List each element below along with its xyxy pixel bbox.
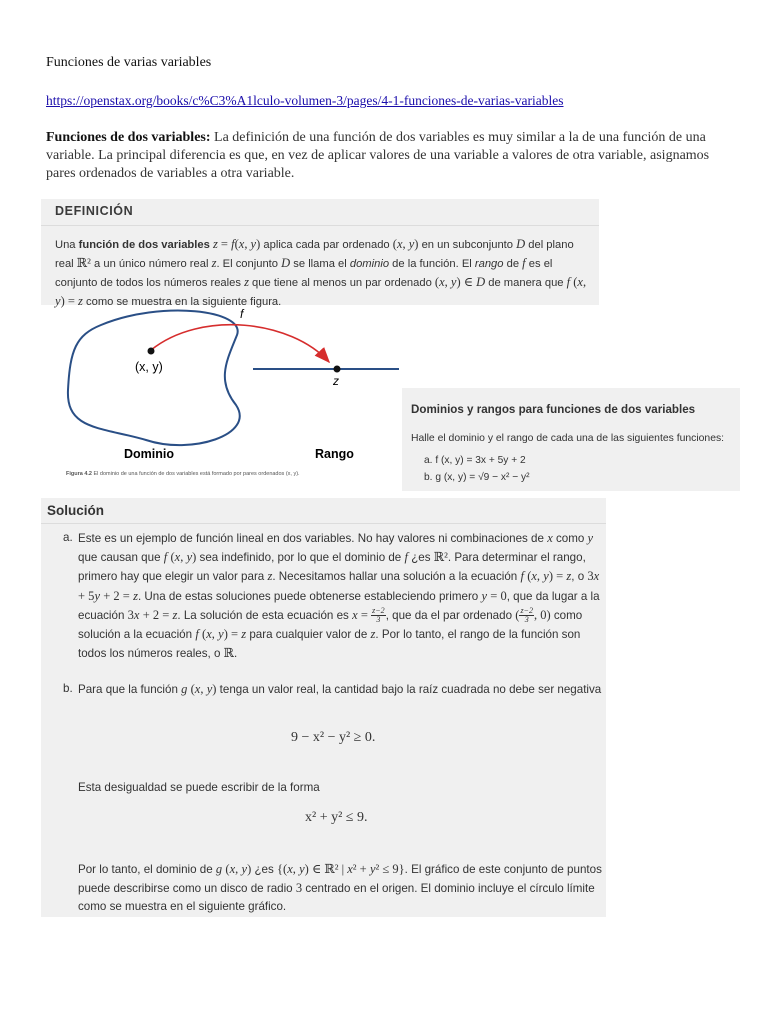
intro-text: La definición de una función de dos variables es muy similar a la de una función de una variable. La principal diferencia es que, en vez de aplicar valores de una variable a valores de otra variable, asignamos pares ordenados de variables a otra variable.	[46, 130, 710, 181]
figure-diagram	[41, 305, 411, 490]
inequality-2: x² + y² ≤ 9.	[305, 810, 368, 825]
solution-divider	[41, 523, 606, 524]
definition-text: Una función de dos variables z = f(x, y) aplica cada par ordenado (x, y) en un subconjunto D del plano real ℝ² a un único número real z. El conjunto D se llama el dominio de la función. El rango de f es el conjunto de todos los números reales z que tiene al menos un par ordenado (x, y) ∈ D de manera que f (x, y) = z como se muestra en la siguiente figura.	[55, 237, 587, 308]
document-title: Funciones de varias variables	[46, 55, 212, 70]
point-label: (x, y)	[135, 360, 163, 374]
domain-range-figure	[41, 305, 411, 490]
z-label: z	[333, 374, 339, 388]
f-label: f	[240, 307, 244, 321]
solution-panel	[41, 498, 606, 917]
definition-panel	[41, 199, 599, 308]
solution-part-b: Para que la función g (x, y) tenga un valor real, la cantidad bajo la raíz cuadrada no debe ser negativa	[78, 682, 602, 696]
solution-a-marker: a.	[63, 531, 73, 544]
mapping-arrow	[151, 325, 329, 362]
solution-part-a: Este es un ejemplo de función lineal en dos variables. No hay valores ni combinaciones de x como y que causan que f (x, y) sea indefinido, por lo que el dominio de f ¿es ℝ². Para determinar el rango, primero hay que elegir un valor para z. Necesitamos hallar una solución a la ecuación f (x, y) = z, o 3x + 5y + 2 = z. Una de estas soluciones puede obtenerse estableciendo primero y = 0, que da lugar a la ecuación 3x + 2 = z. La solución de esta ecuación es x = $\frac{z-2}{3}$ , que da el par ordenado ( $\frac{z-2}{3}$ , 0) como solución a la ecuación f (x, y) = z para cualquier valor de z. Por lo tanto, el rango de la función son todos los números reales, o ℝ.	[78, 531, 600, 661]
example-instruction: Halle el dominio y el rango de cada una de las siguientes funciones:	[411, 433, 725, 444]
inequality-1: 9 − x² − y² ≥ 0.	[291, 730, 376, 745]
solution-conclusion: Por lo tanto, el dominio de g (x, y) ¿es {(x, y) ∈ ℝ² | x² + y² ≤ 9}. El gráfico de este conjunto de puntos puede describirse como un disco de radio 3 centrado en el origen. El dominio incluye el círculo límite como se muestra en el siguiente gráfico.	[78, 862, 602, 914]
intro-paragraph	[46, 129, 726, 183]
example-title: Dominios y rangos para funciones de dos variables	[411, 403, 696, 416]
caption-text: El dominio de una función de dos variables está formado por pares ordenados (x, y).	[93, 471, 300, 477]
example-item-a: a. f (x, y) = 3x + 5y + 2	[424, 455, 526, 466]
range-label: Rango	[315, 447, 354, 461]
solution-b-marker: b.	[63, 682, 73, 695]
solution-title: Solución	[47, 503, 104, 518]
range-point	[334, 366, 341, 373]
caption-number: Figura 4.2	[66, 471, 92, 477]
example-panel	[402, 388, 740, 491]
figure-caption	[66, 471, 300, 477]
domain-point	[148, 348, 155, 355]
definition-heading: DEFINICIÓN	[55, 204, 134, 218]
definition-divider	[41, 225, 599, 226]
domain-label: Dominio	[124, 447, 174, 461]
openstax-link[interactable]: https://openstax.org/books/c%C3%A1lculo-volumen-3/pages/4-1-funciones-de-varias-variables	[46, 93, 564, 108]
domain-region	[68, 311, 240, 446]
solution-form-text: Esta desigualdad se puede escribir de la forma	[78, 781, 320, 794]
intro-heading: Funciones de dos variables:	[46, 130, 211, 145]
example-item-b: b. g (x, y) = √9 − x² − y²	[424, 472, 530, 483]
